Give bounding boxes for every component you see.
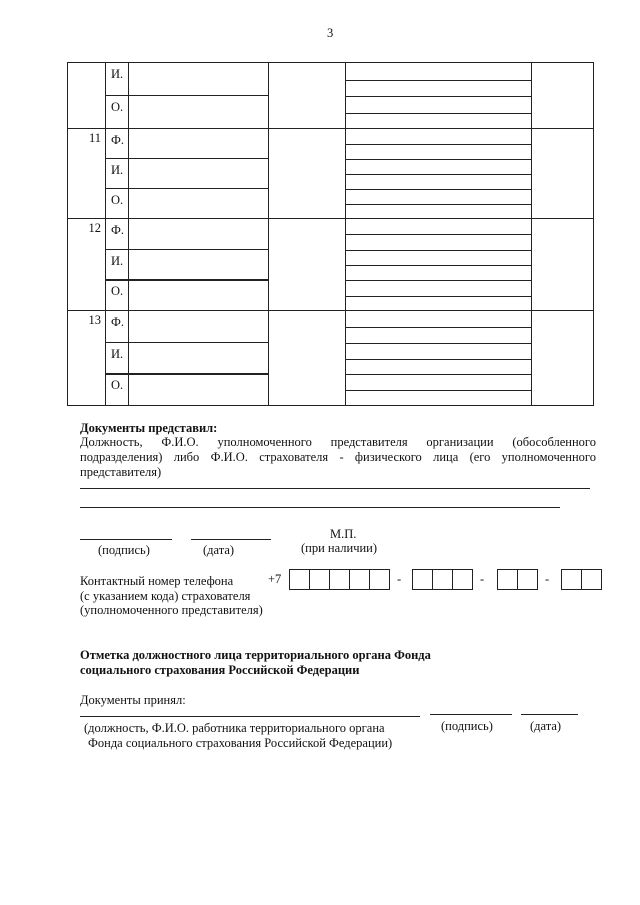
phone-label-1: Контактный номер телефона xyxy=(80,574,234,588)
name-part-label-cell xyxy=(105,218,129,250)
cell-line xyxy=(346,174,531,175)
cell-line xyxy=(346,234,531,235)
table-cell[interactable] xyxy=(531,310,594,406)
cell-line xyxy=(346,359,531,360)
name-part-input[interactable] xyxy=(128,128,269,159)
official-date-line[interactable] xyxy=(521,714,578,715)
name-part-label: О. xyxy=(111,284,124,298)
phone-label-3: (уполномоченного представителя) xyxy=(80,603,263,617)
accepted-label: Документы принял: xyxy=(80,693,186,707)
name-part-input[interactable] xyxy=(128,310,269,343)
page-number: 3 xyxy=(327,26,334,40)
official-signature-line[interactable] xyxy=(430,714,512,715)
name-part-input[interactable] xyxy=(128,279,269,311)
phone-digit-box[interactable] xyxy=(349,569,370,590)
name-part-label-cell xyxy=(105,373,129,406)
name-part-label-cell xyxy=(105,342,129,375)
submitted-title: Документы представил: xyxy=(80,421,218,435)
phone-digit-box[interactable] xyxy=(581,569,602,590)
phone-digit-box[interactable] xyxy=(412,569,433,590)
lined-cell[interactable] xyxy=(345,310,532,406)
row-number: 11 xyxy=(88,131,101,145)
name-part-label: О. xyxy=(111,100,124,114)
cell-line xyxy=(346,327,531,328)
cell-line xyxy=(346,250,531,251)
lined-cell[interactable] xyxy=(345,128,532,219)
table-cell[interactable] xyxy=(268,310,346,406)
representative-line-2[interactable] xyxy=(80,507,560,508)
row-number-cell xyxy=(67,218,106,311)
cell-line xyxy=(346,204,531,205)
cell-line xyxy=(346,280,531,281)
name-part-label: И. xyxy=(111,163,124,177)
phone-digit-box[interactable] xyxy=(329,569,350,590)
phone-digit-group[interactable] xyxy=(497,569,537,590)
name-part-label: И. xyxy=(111,347,124,361)
name-part-input[interactable] xyxy=(128,188,269,219)
cell-line xyxy=(346,96,531,97)
official-position-line[interactable] xyxy=(80,716,420,717)
official-position-label-1: (должность, Ф.И.О. работника территориального органа xyxy=(84,721,385,735)
signature-line[interactable] xyxy=(80,539,172,540)
phone-digit-box[interactable] xyxy=(369,569,390,590)
representative-line-1[interactable] xyxy=(80,488,590,489)
name-part-input[interactable] xyxy=(128,249,269,281)
date-line[interactable] xyxy=(191,539,271,540)
name-part-label: Ф. xyxy=(111,315,125,329)
name-part-label: Ф. xyxy=(111,133,125,147)
name-part-label: И. xyxy=(111,67,124,81)
official-title: Отметка должностного лица территориального органа Фонда социального страхования Российской Федерации xyxy=(80,648,431,677)
name-part-input[interactable] xyxy=(128,342,269,375)
submitted-text: Должность, Ф.И.О. уполномоченного представителя организации (обособленного подразделения) либо Ф.И.О. страхователя - физического лица (его уполномоченного представителя) xyxy=(80,435,596,479)
phone-digit-box[interactable] xyxy=(517,569,538,590)
name-part-input[interactable] xyxy=(128,158,269,189)
phone-digit-box[interactable] xyxy=(497,569,518,590)
phone-digit-group[interactable] xyxy=(412,569,472,590)
name-part-label: Ф. xyxy=(111,223,125,237)
name-part-input[interactable] xyxy=(128,218,269,250)
phone-separator: - xyxy=(480,572,485,586)
name-part-label: О. xyxy=(111,193,124,207)
name-part-label-cell xyxy=(105,128,129,159)
official-date-label: (дата) xyxy=(530,719,562,733)
phone-digit-group[interactable] xyxy=(561,569,601,590)
row-number: 12 xyxy=(88,221,101,235)
phone-digit-box[interactable] xyxy=(561,569,582,590)
cell-line xyxy=(346,390,531,391)
cell-line xyxy=(346,265,531,266)
official-signature-label: (подпись) xyxy=(441,719,493,733)
signature-label: (подпись) xyxy=(98,543,150,557)
phone-digit-group[interactable] xyxy=(289,569,389,590)
name-part-input[interactable] xyxy=(128,373,269,406)
lined-cell[interactable] xyxy=(345,218,532,311)
stamp-label: М.П. xyxy=(330,527,357,541)
phone-digit-box[interactable] xyxy=(289,569,310,590)
name-part-label: О. xyxy=(111,378,124,392)
cell-line xyxy=(346,189,531,190)
date-label: (дата) xyxy=(203,543,235,557)
table-cell[interactable] xyxy=(531,128,594,219)
row-number-cell xyxy=(67,62,106,129)
name-part-input[interactable] xyxy=(128,95,269,129)
table-cell[interactable] xyxy=(268,62,346,129)
cell-line xyxy=(346,159,531,160)
cell-line xyxy=(346,374,531,375)
row-number: 13 xyxy=(88,313,101,327)
name-part-label-cell xyxy=(105,62,129,96)
name-part-label-cell xyxy=(105,158,129,189)
phone-digit-box[interactable] xyxy=(309,569,330,590)
phone-separator: - xyxy=(397,572,402,586)
phone-digit-box[interactable] xyxy=(432,569,453,590)
name-part-label-cell xyxy=(105,95,129,129)
cell-line xyxy=(346,113,531,114)
name-part-label-cell xyxy=(105,279,129,311)
cell-line xyxy=(346,144,531,145)
table-cell[interactable] xyxy=(268,128,346,219)
cell-line xyxy=(346,296,531,297)
cell-line xyxy=(346,80,531,81)
row-number-cell xyxy=(67,128,106,219)
table-cell[interactable] xyxy=(268,218,346,311)
name-part-label-cell xyxy=(105,310,129,343)
stamp-note: (при наличии) xyxy=(301,541,378,555)
phone-separator: - xyxy=(545,572,550,586)
cell-line xyxy=(346,343,531,344)
table-cell[interactable] xyxy=(531,62,594,129)
row-number-cell xyxy=(67,310,106,406)
phone-label-2: (с указанием кода) страхователя xyxy=(80,589,251,603)
official-position-label-2: Фонда социального страхования Российской Федерации) xyxy=(88,736,393,750)
table-cell[interactable] xyxy=(531,218,594,311)
name-part-label-cell xyxy=(105,249,129,281)
phone-digit-box[interactable] xyxy=(452,569,473,590)
phone-prefix: +7 xyxy=(268,572,282,586)
name-part-label: И. xyxy=(111,254,124,268)
name-part-label-cell xyxy=(105,188,129,219)
lined-cell[interactable] xyxy=(345,62,532,129)
name-part-input[interactable] xyxy=(128,62,269,96)
